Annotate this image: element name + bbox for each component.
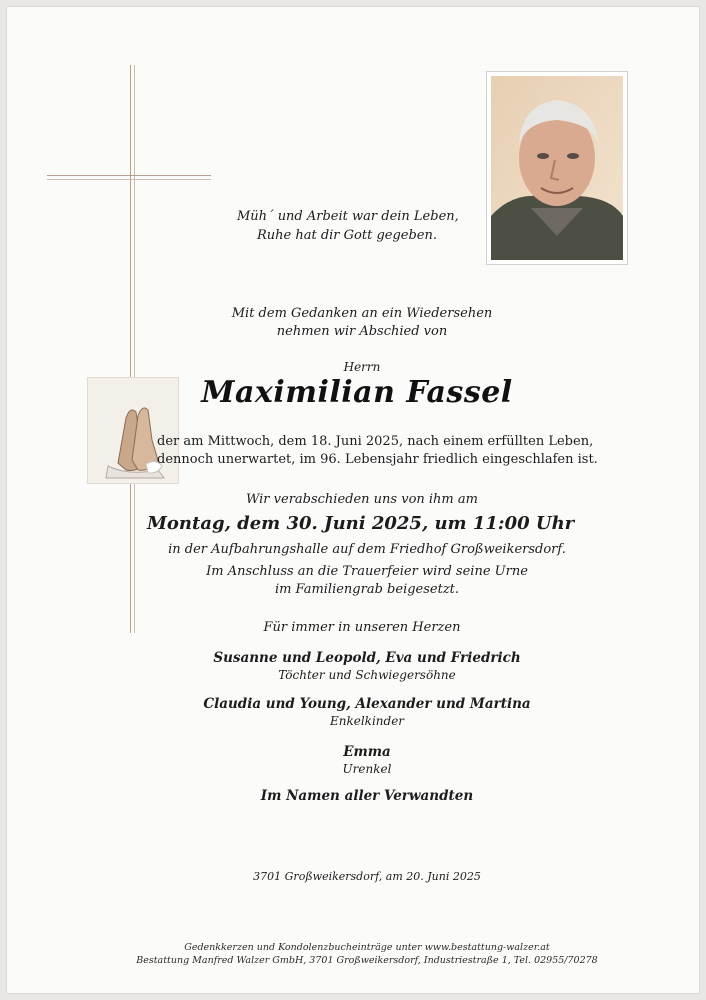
- location-line: im Familiengrab beigesetzt.: [274, 582, 460, 597]
- mourner-group: [157, 649, 577, 683]
- footer-line: Gedenkkerzen und Kondolenzbucheinträge unter www.bestattung-walzer.at: [184, 942, 550, 953]
- footer: [117, 941, 617, 967]
- mourner-relation: Töchter und Schwiegersöhne: [278, 668, 456, 682]
- footer-line: Bestattung Manfred Walzer GmbH, 3701 Großweikersdorf, Industriestraße 1, Tel. 02955/70278: [136, 955, 598, 966]
- intro-line: Mit dem Gedanken an ein Wiedersehen: [231, 306, 493, 321]
- portrait-photo: [486, 71, 628, 265]
- location-line: in der Aufbahrungshalle auf dem Friedhof Großweikersdorf.: [168, 542, 566, 557]
- mourner-names: Emma: [343, 744, 391, 760]
- motto-line: Ruhe hat dir Gott gegeben.: [256, 228, 437, 243]
- deceased-name: Maximilian Fassel: [201, 375, 513, 410]
- farewell-intro: Wir verabschieden uns von ihm am: [246, 492, 478, 507]
- mourner-names: Claudia und Young, Alexander und Martina: [203, 696, 531, 712]
- family-line: Im Namen aller Verwandten: [260, 788, 474, 804]
- mourner-group: [157, 743, 577, 777]
- motto: [237, 207, 457, 245]
- intro: [197, 305, 527, 341]
- salutation: Herrn: [343, 360, 381, 374]
- place-date: 3701 Großweikersdorf, am 20. Juni 2025: [253, 870, 481, 883]
- location-text: [157, 541, 577, 599]
- death-notice-line: der am Mittwoch, dem 18. Juni 2025, nach einem erfüllten Leben,: [157, 434, 594, 449]
- mourner-relation: Urenkel: [342, 762, 392, 776]
- closing-line: Für immer in unseren Herzen: [263, 620, 461, 635]
- parte-page: [6, 6, 700, 994]
- intro-line: nehmen wir Abschied von: [276, 324, 448, 339]
- death-notice: [157, 433, 598, 469]
- mourner-names: Susanne und Leopold, Eva und Friedrich: [213, 650, 521, 666]
- funeral-date: Montag, dem 30. Juni 2025, um 11:00 Uhr: [147, 513, 575, 534]
- mourner-group: [157, 695, 577, 729]
- location-line: Im Anschluss an die Trauerfeier wird seine Urne: [206, 564, 528, 579]
- death-notice-line: dennoch unerwartet, im 96. Lebensjahr friedlich eingeschlafen ist.: [157, 452, 598, 467]
- motto-line: Müh´ und Arbeit war dein Leben,: [237, 209, 459, 224]
- mourner-relation: Enkelkinder: [329, 714, 405, 728]
